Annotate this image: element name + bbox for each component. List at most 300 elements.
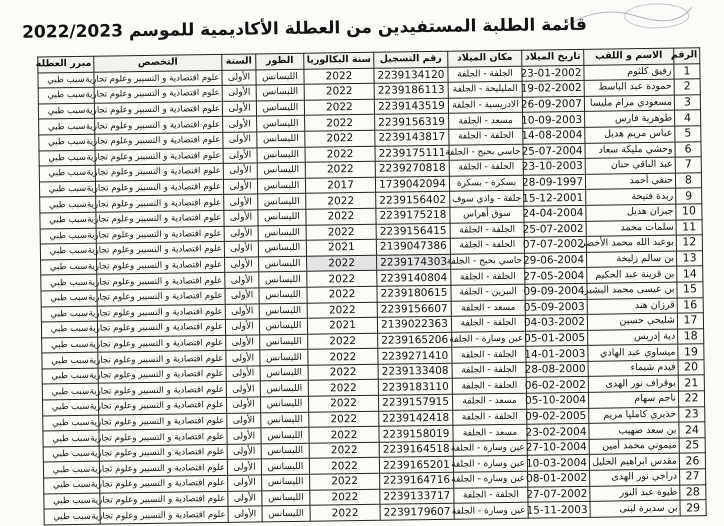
- bac-year-cell: 2022: [306, 193, 376, 210]
- birth-place-cell: عين وسارة - الجلفة: [452, 331, 526, 348]
- bac-year-cell: 2022: [308, 333, 378, 350]
- row-number-cell: 12: [676, 235, 702, 251]
- student-name-cell: دراجي نور الهدى: [590, 469, 680, 486]
- specialty-cell: علوم اقتصادية و التسيير وعلوم تجارية: [98, 335, 226, 352]
- row-number-cell: 21: [678, 375, 704, 391]
- study-year-cell: الأولى: [224, 210, 258, 226]
- row-number-cell: 3: [674, 95, 700, 111]
- birth-place-cell: مسعد - الجلفة: [453, 424, 527, 441]
- study-level-cell: الليسانس: [257, 178, 305, 194]
- study-year-cell: الأولى: [225, 272, 259, 288]
- specialty-cell: علوم اقتصادية و التسيير وعلوم تجارية: [94, 101, 222, 118]
- leave-reason-cell: سبب طبي: [44, 493, 100, 509]
- birth-date-cell: 27-05-2004: [525, 268, 587, 284]
- birth-date-cell: 06-02-2002: [526, 377, 588, 393]
- birth-date-cell: 27-07-2002: [528, 486, 590, 502]
- specialty-cell: علوم اقتصادية و التسيير وعلوم تجارية: [97, 257, 225, 274]
- birth-place-cell: الجلفة - الجلفة: [448, 66, 522, 83]
- student-name-cell: بن سعد صهيب: [589, 422, 679, 439]
- study-year-cell: الأولى: [226, 397, 260, 413]
- study-year-cell: الأولى: [222, 85, 256, 101]
- study-year-cell: الأولى: [224, 194, 258, 210]
- study-level-cell: الليسانس: [257, 116, 305, 132]
- bac-year-cell: 2022: [308, 364, 378, 381]
- study-level-cell: الليسانس: [260, 350, 308, 366]
- specialty-cell: علوم اقتصادية و التسيير وعلوم تجارية: [99, 444, 227, 461]
- study-level-cell: الليسانس: [259, 256, 307, 272]
- study-level-cell: الليسانس: [256, 84, 304, 100]
- leave-reason-cell: سبب طبي: [42, 384, 98, 400]
- registration-number-cell: 1739042094: [375, 176, 449, 193]
- birth-date-cell: 14-01-2003: [526, 346, 588, 362]
- specialty-cell: علوم اقتصادية و التسيير وعلوم تجارية: [97, 304, 225, 321]
- student-name-cell: شليحي حسين: [587, 313, 677, 330]
- bac-year-cell: 2021: [306, 239, 376, 256]
- bac-year-cell: 2022: [307, 302, 377, 319]
- birth-date-cell: 29-06-2004: [524, 252, 586, 268]
- birth-place-cell: الجلفة - الجلفة: [452, 346, 526, 363]
- study-level-cell: الليسانس: [260, 381, 308, 397]
- birth-place-cell: عين وسارة - الجلفة: [453, 440, 527, 457]
- leave-reason-cell: سبب طبي: [43, 462, 99, 478]
- leave-reason-cell: سبب طبي: [39, 181, 95, 197]
- study-year-cell: الأولى: [225, 319, 259, 335]
- col-birth-date-header: تاريخ الميلاد: [522, 49, 584, 65]
- bac-year-cell: 2022: [304, 99, 374, 116]
- study-level-cell: الليسانس: [259, 318, 307, 334]
- study-year-cell: الأولى: [223, 147, 257, 163]
- birth-date-cell: 19-02-2002: [522, 81, 584, 97]
- birth-date-cell: 10-09-2003: [523, 112, 585, 128]
- birth-place-cell: الادريسية - الجلفة: [448, 97, 522, 114]
- study-year-cell: الأولى: [225, 288, 259, 304]
- birth-date-cell: 15-12-2001: [524, 190, 586, 206]
- bac-year-cell: 2017: [305, 177, 375, 194]
- birth-place-cell: جلفة - وادي سوف: [450, 191, 524, 208]
- birth-date-cell: 10-03-2004: [527, 455, 589, 471]
- specialty-cell: علوم اقتصادية و التسيير وعلوم تجارية: [97, 273, 225, 290]
- registration-number-cell: 2239157915: [378, 394, 452, 411]
- leave-reason-cell: سبب طبي: [43, 446, 99, 462]
- specialty-cell: علوم اقتصادية و التسيير وعلوم تجارية: [96, 242, 224, 259]
- birth-date-cell: 05-01-2005: [526, 330, 588, 346]
- leave-reason-cell: سبب طبي: [41, 274, 97, 290]
- bac-year-cell: 2022: [309, 427, 379, 444]
- leave-reason-cell: سبب طبي: [43, 430, 99, 446]
- study-year-cell: الأولى: [223, 116, 257, 132]
- birth-place-cell: سوق أهراس: [450, 206, 524, 223]
- student-name-cell: ربدة فتيحة: [586, 188, 676, 205]
- study-level-cell: الليسانس: [261, 459, 309, 475]
- bac-year-cell: 2022: [305, 161, 375, 178]
- study-level-cell: الليسانس: [262, 490, 310, 506]
- row-number-cell: 5: [675, 126, 701, 142]
- row-number-cell: 1: [674, 63, 700, 79]
- row-number-cell: 18: [678, 328, 704, 344]
- specialty-cell: علوم اقتصادية و التسيير وعلوم تجارية: [98, 397, 226, 414]
- leave-reason-cell: سبب طبي: [38, 72, 94, 88]
- study-level-cell: الليسانس: [258, 225, 306, 241]
- student-name-cell: بوقراف نور الهدى: [588, 376, 678, 393]
- birth-place-cell: بسكرة - بسكرة: [449, 175, 523, 192]
- row-number-cell: 11: [676, 219, 702, 235]
- registration-number-cell: 2239158019: [379, 425, 453, 442]
- birth-place-cell: الجلفة - الجلفة: [451, 269, 525, 286]
- study-level-cell: الليسانس: [261, 427, 309, 443]
- registration-number-cell: 2239133717: [380, 488, 454, 505]
- bac-year-cell: 2022: [309, 442, 379, 459]
- birth-place-cell: الجلفة - الجلفة: [453, 409, 527, 426]
- study-year-cell: الأولى: [228, 491, 262, 507]
- specialty-cell: علوم اقتصادية و التسيير وعلوم تجارية: [94, 70, 222, 87]
- study-year-cell: الأولى: [226, 350, 260, 366]
- row-number-cell: 4: [675, 110, 701, 126]
- study-year-cell: الأولى: [226, 366, 260, 382]
- specialty-cell: علوم اقتصادية و التسيير وعلوم تجارية: [95, 132, 223, 149]
- col-reason-header: مبرر العطلة: [38, 56, 94, 72]
- birth-place-cell: حاسي بحبح - الجلفة: [451, 253, 525, 270]
- birth-place-cell: عين وسارة - الجلفة: [454, 471, 528, 488]
- col-birth-place-header: مكان الميلاد: [448, 50, 522, 67]
- bac-year-cell: 2022: [305, 146, 375, 163]
- leave-reason-cell: سبب طبي: [39, 134, 95, 150]
- row-number-cell: 17: [677, 313, 703, 329]
- leave-reason-cell: سبب طبي: [38, 87, 94, 103]
- birth-date-cell: 28-09-1997: [523, 174, 585, 190]
- leave-reason-cell: سبب طبي: [40, 228, 96, 244]
- registration-number-cell: 2239179607: [380, 503, 454, 520]
- bac-year-cell: 2022: [306, 208, 376, 225]
- row-number-cell: 13: [676, 250, 702, 266]
- birth-date-cell: 28-08-2000: [526, 361, 588, 377]
- student-name-cell: مسعودي مرام مليسا: [584, 95, 674, 112]
- registration-number-cell: 2239165206: [378, 332, 452, 349]
- registration-number-cell: 2239183110: [378, 379, 452, 396]
- leave-reason-cell: سبب طبي: [40, 197, 96, 213]
- student-name-cell: ناجم سهام: [588, 391, 678, 408]
- birth-place-cell: الجلفة - الجلفة: [452, 362, 526, 379]
- specialty-cell: علوم اقتصادية و التسيير وعلوم تجارية: [97, 319, 225, 336]
- birth-date-cell: 27-10-2004: [527, 439, 589, 455]
- birth-date-cell: 08-01-2002: [528, 470, 590, 486]
- registration-number-cell: 2239140804: [377, 270, 451, 287]
- study-year-cell: الأولى: [222, 70, 256, 86]
- study-level-cell: الليسانس: [259, 272, 307, 288]
- row-number-cell: 26: [679, 453, 705, 469]
- study-level-cell: الليسانس: [260, 334, 308, 350]
- student-name-cell: طوهرية فارس: [585, 110, 675, 127]
- specialty-cell: علوم اقتصادية و التسيير وعلوم تجارية: [97, 288, 225, 305]
- leave-reason-cell: سبب طبي: [42, 368, 98, 384]
- birth-date-cell: 05-10-2004: [526, 392, 588, 408]
- registration-number-cell: 2239180615: [377, 285, 451, 302]
- study-year-cell: الأولى: [228, 506, 262, 522]
- registration-number-cell: 2239143519: [374, 98, 448, 115]
- specialty-cell: علوم اقتصادية و التسيير وعلوم تجارية: [95, 179, 223, 196]
- study-level-cell: الليسانس: [259, 303, 307, 319]
- col-bac-year-header: سنة البكالوريا: [304, 52, 374, 69]
- leave-reason-cell: سبب طبي: [44, 477, 100, 493]
- study-level-cell: الليسانس: [258, 240, 306, 256]
- leave-reason-cell: سبب طبي: [43, 415, 99, 431]
- birth-date-cell: 23-10-2003: [523, 159, 585, 175]
- student-name-cell: عباس مريم هديل: [585, 126, 675, 143]
- birth-place-cell: الجلفة - الجلفة: [450, 237, 524, 254]
- row-number-cell: 20: [678, 360, 704, 376]
- bac-year-cell: 2022: [308, 395, 378, 412]
- col-level-header: الطور: [256, 53, 304, 69]
- study-level-cell: الليسانس: [262, 474, 310, 490]
- study-level-cell: الليسانس: [260, 365, 308, 381]
- bac-year-cell: 2022: [309, 411, 379, 428]
- leave-reason-cell: سبب طبي: [42, 352, 98, 368]
- birth-date-cell: 25-07-2004: [523, 143, 585, 159]
- bac-year-cell: 2022: [307, 255, 377, 272]
- bac-year-cell: 2021: [307, 317, 377, 334]
- study-year-cell: الأولى: [223, 179, 257, 195]
- study-year-cell: الأولى: [226, 381, 260, 397]
- row-number-cell: 22: [678, 391, 704, 407]
- leave-reason-cell: سبب طبي: [41, 259, 97, 275]
- leave-reason-cell: سبب طبي: [41, 306, 97, 322]
- leave-reason-cell: سبب طبي: [38, 103, 94, 119]
- birth-date-cell: 14-08-2004: [523, 127, 585, 143]
- registration-number-cell: 2239270818: [375, 160, 449, 177]
- study-level-cell: الليسانس: [260, 396, 308, 412]
- registration-number-cell: 2239165201: [379, 457, 453, 474]
- birth-date-cell: 09-09-2004: [525, 283, 587, 299]
- specialty-cell: علوم اقتصادية و التسيير وعلوم تجارية: [98, 366, 226, 383]
- student-name-cell: حنفي أحمد: [585, 173, 675, 190]
- bac-year-cell: 2022: [307, 286, 377, 303]
- row-number-cell: 24: [679, 422, 705, 438]
- bac-year-cell: 2022: [307, 271, 377, 288]
- student-name-cell: قرزان هند: [587, 298, 677, 315]
- col-year-header: السنة: [222, 54, 256, 70]
- student-name-cell: حمودة عبد الباسط: [584, 79, 674, 96]
- birth-place-cell: مسعد - الجلفة: [449, 113, 523, 130]
- leave-reason-cell: سبب طبي: [41, 290, 97, 306]
- bac-year-cell: 2022: [305, 130, 375, 147]
- study-level-cell: الليسانس: [261, 412, 309, 428]
- student-name-cell: سلمات محمد: [586, 220, 676, 237]
- row-number-cell: 25: [679, 438, 705, 454]
- row-number-cell: 15: [677, 282, 703, 298]
- birth-place-cell: حاسي بحبح - الجلفة: [449, 144, 523, 161]
- specialty-cell: علوم اقتصادية و التسيير وعلوم تجارية: [100, 491, 228, 508]
- registration-number-cell: 2239186113: [374, 82, 448, 99]
- col-name-header: الاسم و اللقب: [584, 48, 674, 65]
- student-name-cell: ميساوي عبد الهادي: [588, 344, 678, 361]
- study-year-cell: الأولى: [223, 132, 257, 148]
- bac-year-cell: 2022: [310, 489, 380, 506]
- leave-reason-cell: سبب طبي: [42, 337, 98, 353]
- specialty-cell: علوم اقتصادية و التسيير وعلوم تجارية: [100, 475, 228, 492]
- specialty-cell: علوم اقتصادية و التسيير وعلوم تجارية: [95, 164, 223, 181]
- specialty-cell: علوم اقتصادية و التسيير وعلوم تجارية: [96, 195, 224, 212]
- study-level-cell: الليسانس: [257, 162, 305, 178]
- study-level-cell: الليسانس: [257, 131, 305, 147]
- leave-reason-cell: سبب طبي: [40, 212, 96, 228]
- student-name-cell: بن سالم زليخة: [586, 251, 676, 268]
- registration-number-cell: 2239156415: [376, 223, 450, 240]
- leave-reason-cell: سبب طبي: [39, 119, 95, 135]
- specialty-cell: علوم اقتصادية و التسيير وعلوم تجارية: [98, 382, 226, 399]
- registration-number-cell: 2139047386: [376, 238, 450, 255]
- study-year-cell: الأولى: [224, 241, 258, 257]
- birth-date-cell: 07-07-2002: [524, 236, 586, 252]
- bac-year-cell: 2022: [310, 504, 380, 521]
- birth-date-cell: 24-04-2004: [524, 205, 586, 221]
- col-registration-header: رقم التسجيل: [374, 51, 448, 68]
- row-number-cell: 27: [680, 469, 706, 485]
- student-name-cell: وحشي مليكة سعاد: [585, 142, 675, 159]
- study-year-cell: الأولى: [223, 163, 257, 179]
- study-year-cell: الأولى: [225, 257, 259, 273]
- table-body: [38, 63, 706, 524]
- bac-year-cell: 2022: [305, 115, 375, 132]
- registration-number-cell: 2239156607: [377, 301, 451, 318]
- birth-date-cell: 04-03-2002: [525, 314, 587, 330]
- bac-year-cell: 2022: [308, 349, 378, 366]
- row-number-cell: 6: [675, 141, 701, 157]
- student-name-cell: ميموني محمد أمين: [589, 438, 679, 455]
- bac-year-cell: 2022: [310, 473, 380, 490]
- birth-place-cell: الجلفة - الجلفة: [452, 378, 526, 395]
- row-number-cell: 10: [676, 204, 702, 220]
- col-specialty-header: التخصص: [94, 54, 222, 71]
- study-year-cell: الأولى: [227, 444, 261, 460]
- student-name-cell: بن قرينة عبد الحكيم: [587, 266, 677, 283]
- specialty-cell: علوم اقتصادية و التسيير وعلوم تجارية: [99, 429, 227, 446]
- specialty-cell: علوم اقتصادية و التسيير وعلوم تجارية: [99, 460, 227, 477]
- study-year-cell: الأولى: [226, 335, 260, 351]
- registration-number-cell: 2239175111: [375, 145, 449, 162]
- leave-reason-cell: سبب طبي: [39, 165, 95, 181]
- specialty-cell: علوم اقتصادية و التسيير وعلوم تجارية: [95, 148, 223, 165]
- specialty-cell: علوم اقتصادية و التسيير وعلوم تجارية: [96, 226, 224, 243]
- registration-number-cell: 2239164716: [380, 472, 454, 489]
- specialty-cell: علوم اقتصادية و التسيير وعلوم تجارية: [98, 351, 226, 368]
- specialty-cell: علوم اقتصادية و التسيير وعلوم تجارية: [94, 86, 222, 103]
- leave-reason-cell: سبب طبي: [39, 150, 95, 166]
- birth-date-cell: 15-11-2003: [528, 502, 590, 518]
- student-name-cell: بوعبد الله محمد الأخضر: [586, 235, 676, 252]
- bac-year-cell: 2022: [308, 380, 378, 397]
- col-number-header: الرقم: [674, 48, 700, 64]
- study-level-cell: الليسانس: [259, 287, 307, 303]
- row-number-cell: 19: [678, 344, 704, 360]
- student-name-cell: مقدس ابراهيم الخليل: [589, 453, 679, 470]
- row-number-cell: 14: [677, 266, 703, 282]
- registration-number-cell: 2239156402: [376, 192, 450, 209]
- birth-place-cell: عين وسارة - الجلفة: [454, 502, 528, 519]
- registration-number-cell: 2239133408: [378, 363, 452, 380]
- birth-date-cell: 23-02-2004: [527, 424, 589, 440]
- registration-number-cell: 2239164518: [379, 441, 453, 458]
- study-year-cell: الأولى: [227, 413, 261, 429]
- study-level-cell: الليسانس: [258, 209, 306, 225]
- leave-reason-cell: سبب طبي: [41, 321, 97, 337]
- birth-date-cell: 09-02-2005: [527, 408, 589, 424]
- registration-number-cell: 2239271410: [378, 348, 452, 365]
- specialty-cell: علوم اقتصادية و التسيير وعلوم تجارية: [99, 413, 227, 430]
- bac-year-cell: 2022: [306, 224, 376, 241]
- row-number-cell: 28: [680, 484, 706, 500]
- registration-number-cell: 2239175218: [376, 207, 450, 224]
- registration-number-cell: 2239156319: [375, 114, 449, 131]
- birth-place-cell: الجلفة - الجلفة: [449, 128, 523, 145]
- study-level-cell: الليسانس: [261, 443, 309, 459]
- study-level-cell: الليسانس: [256, 69, 304, 85]
- registration-number-cell: 2239134120: [374, 67, 448, 84]
- row-number-cell: 7: [675, 157, 701, 173]
- bac-year-cell: 2022: [304, 83, 374, 100]
- student-name-cell: بن عيسى محمد البشير: [587, 282, 677, 299]
- row-number-cell: 29: [680, 500, 706, 516]
- leave-reason-cell: سبب طبي: [43, 399, 99, 415]
- student-name-cell: جبران هديل: [586, 204, 676, 221]
- birth-place-cell: الجلفة - الجلفة: [450, 222, 524, 239]
- student-name-cell: طيوة عبد النور: [590, 485, 680, 502]
- bac-year-cell: 2022: [309, 458, 379, 475]
- study-level-cell: الليسانس: [256, 100, 304, 116]
- row-number-cell: 9: [676, 188, 702, 204]
- birth-place-cell: مسعد - الجلفة: [452, 393, 526, 410]
- student-name-cell: فيدم شيماء: [588, 360, 678, 377]
- student-name-cell: رفيق كلثوم: [584, 64, 674, 81]
- specialty-cell: علوم اقتصادية و التسيير وعلوم تجارية: [96, 210, 224, 227]
- students-table: [37, 47, 706, 525]
- birth-place-cell: الجلفة - الجلفة: [454, 487, 528, 504]
- birth-place-cell: عين وسارة - الجلفة: [453, 456, 527, 473]
- birth-date-cell: 23-01-2002: [522, 65, 584, 81]
- study-level-cell: الليسانس: [257, 147, 305, 163]
- document-title: قائمة الطلبة المستفيدين من العطلة الأكاديمية للموسم 2022/2023: [21, 14, 587, 43]
- row-number-cell: 23: [679, 406, 705, 422]
- registration-number-cell: 2239142418: [379, 410, 453, 427]
- specialty-cell: علوم اقتصادية و التسيير وعلوم تجارية: [100, 507, 228, 524]
- student-name-cell: دية إدريس: [588, 329, 678, 346]
- study-level-cell: الليسانس: [258, 194, 306, 210]
- registration-number-cell: 2239174303: [377, 254, 451, 271]
- specialty-cell: علوم اقتصادية و التسيير وعلوم تجارية: [95, 117, 223, 134]
- row-number-cell: 8: [675, 172, 701, 188]
- leave-reason-cell: سبب طبي: [44, 508, 100, 524]
- student-name-cell: خذيري كامليا مريم: [589, 407, 679, 424]
- leave-reason-cell: سبب طبي: [40, 243, 96, 259]
- birth-place-cell: الجلفة - الجلفة: [451, 315, 525, 332]
- birth-place-cell: المليليحة - الجلفة: [448, 81, 522, 98]
- study-year-cell: الأولى: [228, 475, 262, 491]
- row-number-cell: 2: [674, 79, 700, 95]
- registration-number-cell: 2139022363: [377, 316, 451, 333]
- birth-date-cell: 25-07-2002: [524, 221, 586, 237]
- student-name-cell: بن سديرة لبنى: [590, 500, 680, 517]
- bac-year-cell: 2022: [304, 68, 374, 85]
- study-year-cell: الأولى: [227, 459, 261, 475]
- study-year-cell: الأولى: [225, 303, 259, 319]
- student-name-cell: عبد الباقي حنان: [585, 157, 675, 174]
- registration-number-cell: 2239143817: [375, 129, 449, 146]
- birth-date-cell: 26-09-2007: [522, 96, 584, 112]
- study-year-cell: الأولى: [227, 428, 261, 444]
- row-number-cell: 16: [677, 297, 703, 313]
- birth-place-cell: مسعد - الجلفة: [451, 300, 525, 317]
- birth-place-cell: البيرين - الجلفة: [451, 284, 525, 301]
- birth-date-cell: 05-09-2003: [525, 299, 587, 315]
- study-year-cell: الأولى: [222, 101, 256, 117]
